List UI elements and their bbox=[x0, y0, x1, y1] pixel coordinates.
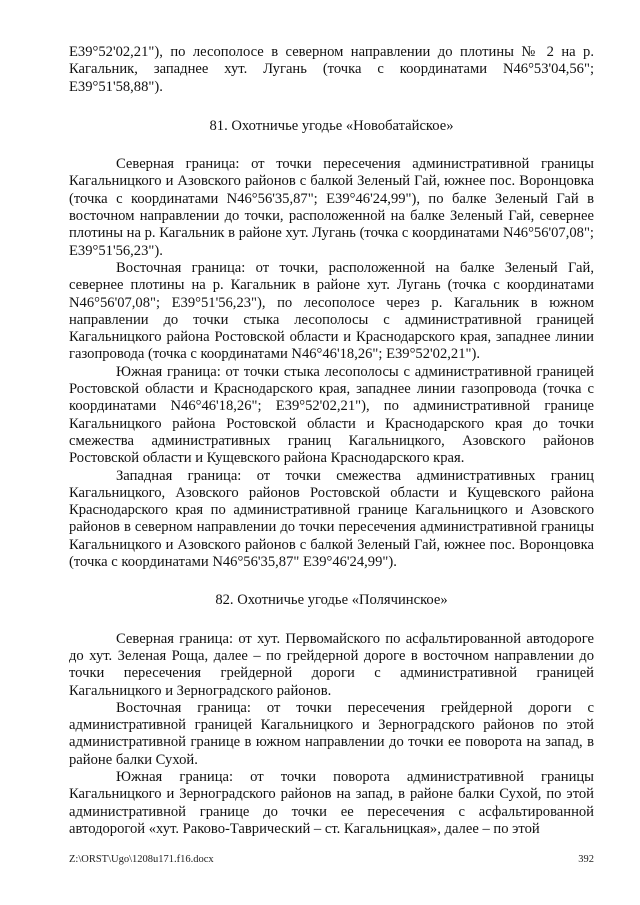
section-81-heading: 81. Охотничье угодье «Новобатайское» bbox=[209, 117, 454, 134]
intro-paragraph: E39°52'02,21"), по лесополосе в северном направлении до плотины № 2 на р. Кагальник, западнее хут. Лугань (точка с координатами N46°53'04,56"; E39°51'58,88"). bbox=[69, 44, 594, 95]
document-page bbox=[69, 44, 594, 838]
section-81-north-boundary: Северная граница: от точки пересечения административной границы Кагальницкого и Азовского районов с балкой Зеленый Гай, южнее пос. Воронцовка (точка с координатами N46°56'35,87"; E39°46'24,99"), по балке Зеленый Гай в восточном направлении до точки, расположенной на балке Зеленый Гай, севернее плотины на р. Кагальник в районе хут. Лугань (точка с координатами N46°56'07,08"; E39°51'56,23"). bbox=[69, 156, 594, 259]
section-82-heading: 82. Охотничье угодье «Полячинское» bbox=[215, 592, 448, 609]
section-82-north-boundary: Северная граница: от хут. Первомайского по асфальтированной автодороге до хут. Зеленая Роща, далее – по грейдерной дороге в восточном направлении до точки пересечения грейдерной дороги с административной границей Кагальницкого и Зерноградского районов. bbox=[69, 630, 594, 699]
section-82-south-boundary: Южная граница: от точки поворота административной границы Кагальницкого и Зерноградского районов на запад, в районе балки Сухой, по этой административной границе до точки ее пересечения с асфальтированной автодорогой «хут. Раково-Таврический – ст. Кагальницкая», далее – по этой bbox=[69, 768, 594, 837]
section-81-south-boundary: Южная граница: от точки стыка лесополосы с административной границей Ростовской области и Краснодарского края, западнее линии газопровода (точка с координатами N46°46'18,26"; E39°52'02,21"), по административной границе Кагальницкого района Ростовской области и Краснодарского края до точки смежества административных границ Кагальницкого, Азовского районов Ростовской области и Кущевского района Краснодарского края. bbox=[69, 363, 594, 467]
section-82-east-boundary: Восточная граница: от точки пересечения грейдерной дороги с административной границей Кагальницкого и Зерноградского районов по этой административной границе в южном направлении до точки ее поворота на запад, в районе балки Сухой. bbox=[69, 699, 594, 768]
page-number: 392 bbox=[578, 854, 594, 865]
section-81-east-boundary: Восточная граница: от точки, расположенной на балке Зеленый Гай, севернее плотины на р. Кагальник в районе хут. Лугань (точка с координатами N46°56'07,08"; E39°51'56,23"), по лесополосе через р. Кагальник в южном направлении до точки стыка лесополосы с административной границей Кагальницкого района Ростовской области и Краснодарского края, западнее линии газопровода (точка с координатами N46°46'18,26"; E39°52'02,21"). bbox=[69, 259, 594, 363]
section-81-west-boundary: Западная граница: от точки смежества административных границ Кагальницкого, Азовского районов Ростовской области и Кущевского района Краснодарского края по административной границе Кагальницкого и Азовского районов в северном направлении до точки пересечения административной границы Кагальницкого и Азовского районов с балкой Зеленый Гай, южнее пос. Воронцовка (точка с координатами N46°56'35,87" E39°46'24,99"). bbox=[69, 467, 594, 571]
file-path: Z:\ORST\Ugo\1208u171.f16.docx bbox=[69, 854, 214, 865]
